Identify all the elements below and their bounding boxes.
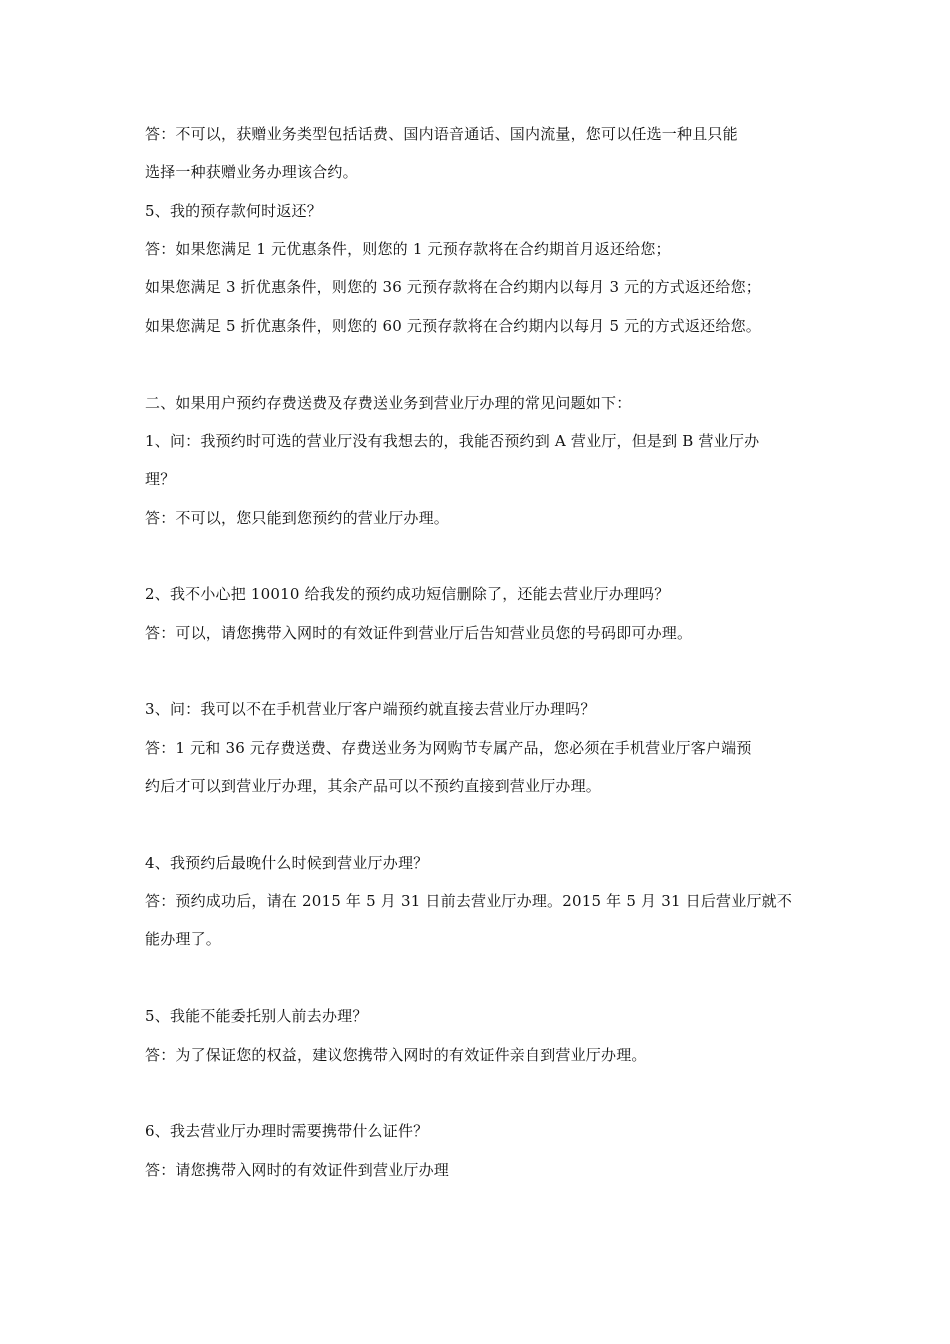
answer-5b: 答：为了保证您的权益，建议您携带入网时的有效证件亲自到营业厅办理。: [145, 1046, 647, 1064]
answer-4b-line-1: 答：预约成功后，请在 2015 年 5 月 31 日前去营业厅办理。2015 年 5 月 31 日后营业厅就不: [145, 892, 793, 910]
answer-4b-line-2: 能办理了。: [145, 930, 222, 948]
question-3: 3、问：我可以不在手机营业厅客户端预约就直接去营业厅办理吗？: [145, 700, 596, 718]
question-4: 4、我预约后最晚什么时候到营业厅办理？: [145, 854, 429, 872]
answer-6: 答：请您携带入网时的有效证件到营业厅办理: [145, 1161, 450, 1179]
answer-5-line-3: 如果您满足 5 折优惠条件，则您的 60 元预存款将在合约期内以每月 5 元的方式返还给您。: [145, 317, 761, 335]
question-1-line-2: 理？: [145, 470, 176, 488]
answer-5-line-1: 答：如果您满足 1 元优惠条件，则您的 1 元预存款将在合约期首月返还给您；: [145, 240, 671, 258]
question-5b: 5、我能不能委托别人前去办理？: [145, 1007, 368, 1025]
question-5-deposit: 5、我的预存款何时返还？: [145, 202, 322, 220]
question-1-line-1: 1、问：我预约时可选的营业厅没有我想去的，我能否预约到 A 营业厅，但是到 B 营业厅办: [145, 432, 760, 450]
answer-5-line-2: 如果您满足 3 折优惠条件，则您的 36 元预存款将在合约期内以每月 3 元的方式返还给您；: [145, 278, 761, 296]
answer-4-line-2: 选择一种获赠业务办理该合约。: [145, 163, 358, 181]
answer-2: 答：可以，请您携带入网时的有效证件到营业厅后告知营业员您的号码即可办理。: [145, 624, 693, 642]
answer-1: 答：不可以，您只能到您预约的营业厅办理。: [145, 509, 450, 527]
answer-4-line-1: 答：不可以，获赠业务类型包括话费、国内语音通话、国内流量，您可以任选一种且只能: [145, 125, 738, 143]
section-2-heading: 二、如果用户预约存费送费及存费送业务到营业厅办理的常见问题如下：: [145, 394, 632, 412]
question-6: 6、我去营业厅办理时需要携带什么证件？: [145, 1122, 429, 1140]
question-2: 2、我不小心把 10010 给我发的预约成功短信删除了，还能去营业厅办理吗？: [145, 585, 670, 603]
answer-3-line-2: 约后才可以到营业厅办理，其余产品可以不预约直接到营业厅办理。: [145, 777, 602, 795]
answer-3-line-1: 答：1 元和 36 元存费送费、存费送业务为网购节专属产品，您必须在手机营业厅客户端预: [145, 739, 752, 757]
